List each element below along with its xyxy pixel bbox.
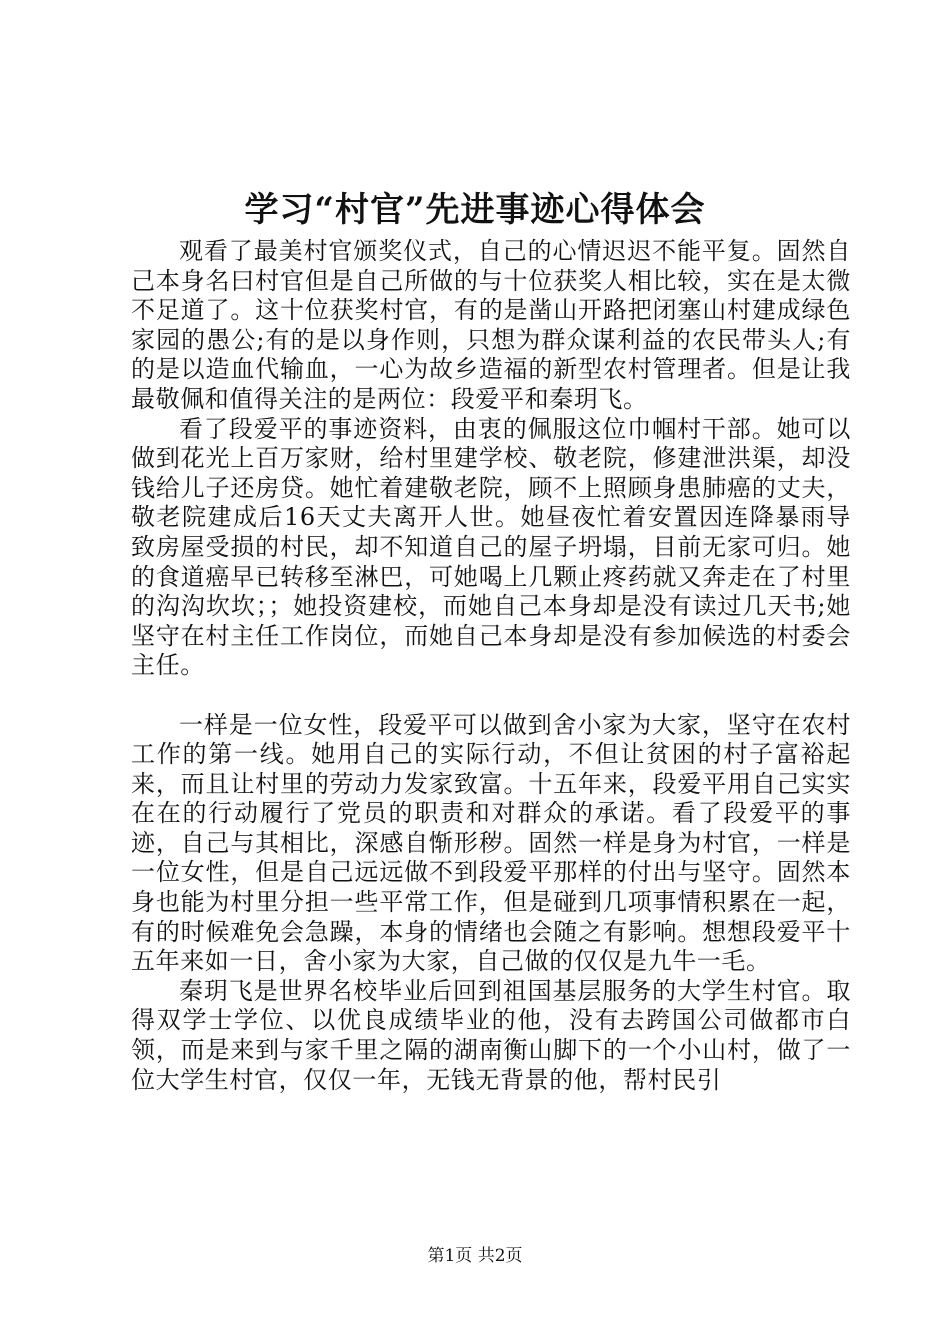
paragraph: 看了段爱平的事迹资料，由衷的佩服这位巾帼村干部。她可以做到花光上百万家财，给村里建学校、敬老院，修建泄洪渠，却没钱给儿子还房贷。她忙着建敬老院，顾不上照顾身患肺癌的丈夫，敬老院建成后16天丈夫离开人世。她昼夜忙着安置因连降暴雨导致房屋受损的村民，却不知道自己的屋子坍塌，目前无家可归。她的食道癌早已转移至淋巴，可她喝上几颗止疼药就又奔走在了村里的沟沟坎坎；；她投资建校，而她自己本身却是没有读过几天书;她坚守在村主任工作岗位，而她自己本身却是没有参加候选的村委会主任。 <box>131 414 851 680</box>
paragraph: 秦玥飞是世界名校毕业后回到祖国基层服务的大学生村官。取得双学士学位、以优良成绩毕业的他，没有去跨国公司做都市白领，而是来到与家千里之隔的湖南衡山脚下的一个小山村，做了一位大学生村官，仅仅一年，无钱无背景的他，帮村民引 <box>131 976 851 1094</box>
paragraph: 一样是一位女性，段爱平可以做到舍小家为大家，坚守在农村工作的第一线。她用自己的实际行动，不但让贫困的村子富裕起来，而且让村里的劳动力发家致富。十五年来，段爱平用自己实实在在的行动履行了党员的职责和对群众的承诺。看了段爱平的事迹，自己与其相比，深感自惭形秽。固然一样是身为村官，一样是一位女性，但是自己远远做不到段爱平那样的付出与坚守。固然本身也能为村里分担一些平常工作，但是碰到几项事情积累在一起，有的时候难免会急躁，本身的情绪也会随之有影响。想想段爱平十五年来如一日，舍小家为大家，自己做的仅仅是九牛一毛。 <box>131 710 851 976</box>
paragraph: 观看了最美村官颁奖仪式，自己的心情迟迟不能平复。固然自己本身名曰村官但是自己所做的与十位获奖人相比较，实在是太微不足道了。这十位获奖村官，有的是凿山开路把闭塞山村建成绿色家园的愚公;有的是以身作则，只想为群众谋利益的农民带头人;有的是以造血代输血，一心为故乡造福的新型农村管理者。但是让我最敬佩和值得关注的是两位：段爱平和秦玥飞。 <box>131 237 851 413</box>
document-title: 学习“村官”先进事迹心得体会 <box>244 190 706 230</box>
page-footer: 第1页 共2页 <box>427 1246 523 1266</box>
document-body <box>131 237 851 1095</box>
